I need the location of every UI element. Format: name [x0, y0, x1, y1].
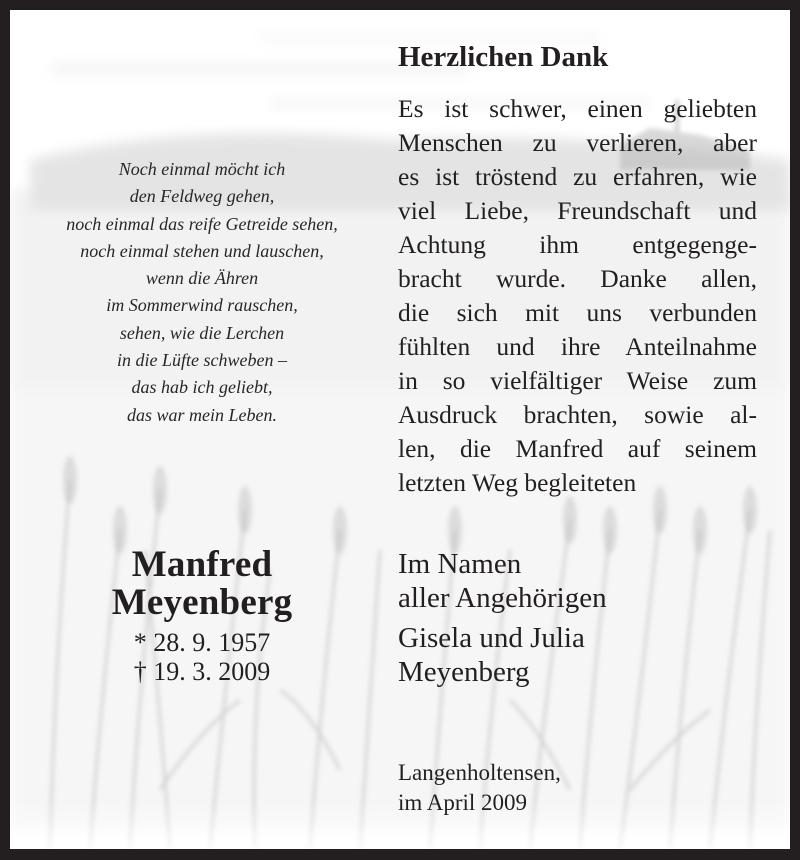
- date: im April 2009: [398, 790, 528, 815]
- on-behalf-line: Im Namen: [398, 548, 522, 580]
- poem: [24, 156, 380, 429]
- message-line: bracht wurde. Danke allen,: [398, 264, 757, 293]
- message-line: fühlten und ihre Anteilnahme: [398, 332, 757, 361]
- life-dates: [82, 628, 322, 686]
- message-line: Es ist schwer, einen geliebten: [398, 94, 757, 123]
- message-line: Menschen zu verlieren, aber: [398, 128, 757, 157]
- message-line: letzten Weg begleiteten: [398, 468, 637, 497]
- poem-line: das war mein Leben.: [127, 404, 277, 425]
- thanks-message: [398, 92, 757, 500]
- family-names: Gisela und Julia: [398, 622, 585, 654]
- place-and-date: [398, 758, 561, 818]
- relatives-line: aller Angehörigen: [398, 582, 607, 614]
- poem-line: in die Lüfte schweben –: [117, 350, 287, 371]
- poem-line: den Feldweg gehen,: [129, 186, 275, 207]
- birth-date: * 28. 9. 1957: [133, 628, 271, 657]
- deceased-block: [82, 546, 322, 686]
- poem-line: das hab ich geliebt,: [131, 377, 273, 398]
- deceased-first-name: Manfred: [131, 544, 273, 585]
- message-line: len, die Manfred auf seinem: [398, 434, 757, 463]
- message-line: die sich mit uns verbunden: [398, 298, 757, 327]
- poem-line: wenn die Ähren: [145, 268, 259, 289]
- poem-line: noch einmal stehen und lauschen,: [80, 240, 324, 261]
- obituary-card: [10, 10, 790, 849]
- deceased-last-name: Meyenberg: [111, 582, 293, 623]
- family-surname: Meyenberg: [398, 656, 530, 688]
- poem-line: im Sommerwind rauschen,: [106, 295, 298, 316]
- death-date: † 19. 3. 2009: [133, 657, 271, 686]
- poem-line: Noch einmal möcht ich: [118, 159, 286, 179]
- message-line: Ausdruck brachten, sowie al-: [398, 400, 757, 429]
- poem-line: sehen, wie die Lerchen: [119, 322, 285, 343]
- content-layer: [10, 10, 790, 849]
- message-line: es ist tröstend zu erfahren, wie: [398, 162, 757, 191]
- message-line: in so vielfältiger Weise zum: [398, 366, 757, 395]
- message-line: viel Liebe, Freundschaft und: [398, 196, 757, 225]
- thanks-title: Herzlichen Dank: [398, 41, 609, 73]
- family-signature: [398, 547, 607, 689]
- poem-line: noch einmal das reife Getreide sehen,: [66, 213, 338, 234]
- message-line: Achtung ihm entgegenge-: [398, 230, 757, 259]
- place: Langenholtensen,: [398, 760, 561, 785]
